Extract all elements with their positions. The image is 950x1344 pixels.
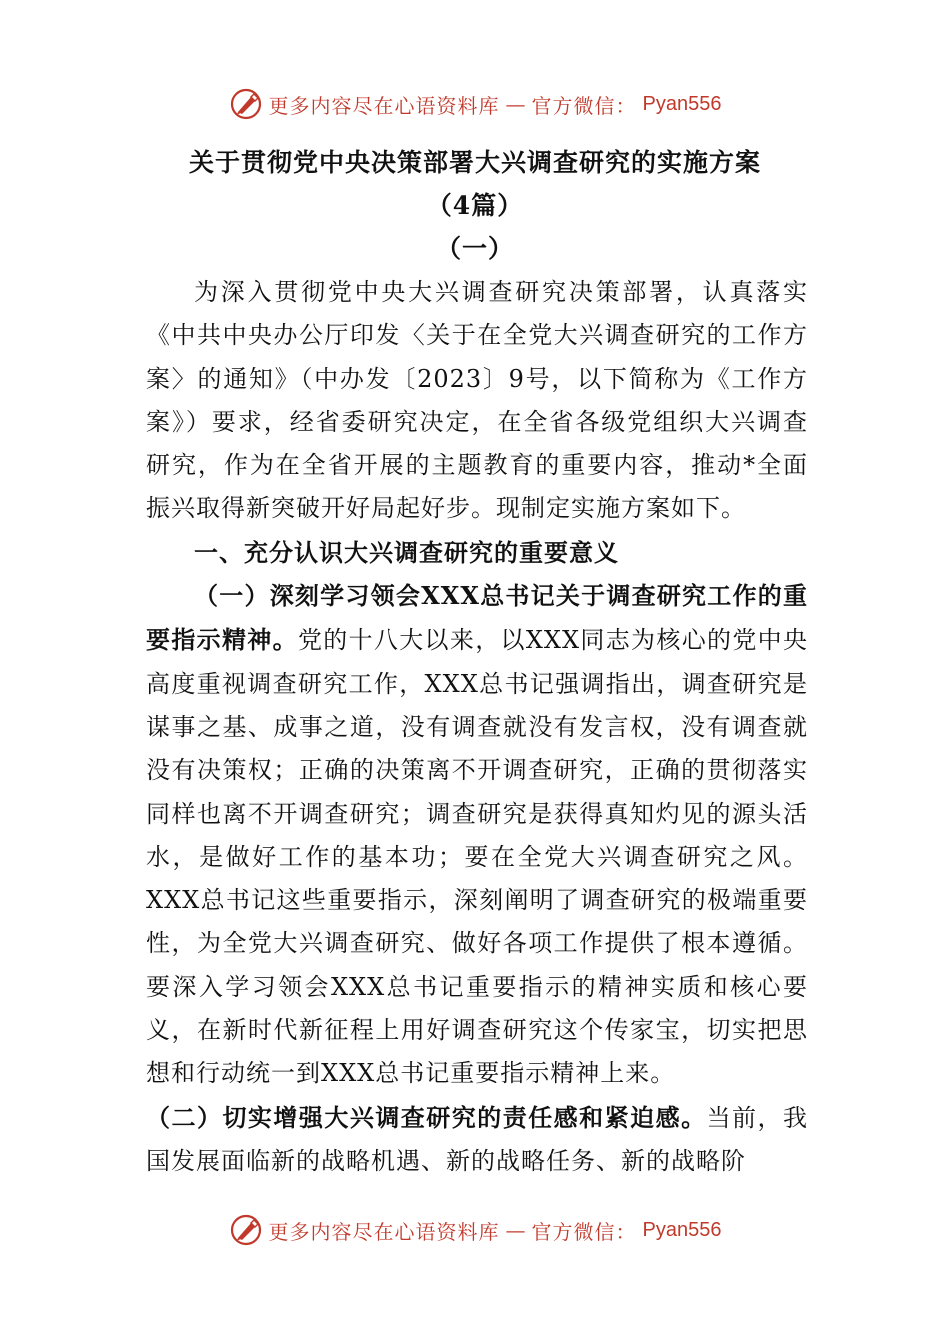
watermark-official: 官方微信：	[531, 1219, 637, 1244]
pen-nib-logo-icon	[229, 1213, 263, 1247]
document-part: （一）	[435, 234, 514, 263]
paragraph-2-lead: （二）切实增强大兴调查研究的责任感和紧迫感。	[146, 1102, 707, 1132]
paragraph-2	[146, 1096, 808, 1184]
paragraph-2-body: 当前，我国发展面临新的战略机遇、新的战略任务、新的战略阶	[146, 1103, 809, 1175]
intro-paragraph: 为深入贯彻党中央大兴调查研究决策部署，认真落实《中共中央办公厅印发〈关于在全党大兴调查研究的工作方案〉的通知》（中办发〔2023〕9号，以下简称为《工作方案》）要求，经省委研究决定，在全省各级党组织大兴调查研究，作为在全省开展的主题教育的重要内容，推动*全面振兴取得新突破开好局起好步。现制定实施方案如下。	[146, 278, 808, 523]
document-count: （4篇）	[426, 191, 524, 220]
paragraph-1	[146, 574, 808, 1096]
watermark-official: 官方微信：	[531, 93, 637, 118]
document-title: 关于贯彻党中央决策部署大兴调查研究的实施方案	[188, 148, 761, 177]
watermark-footer	[0, 1210, 950, 1250]
watermark-text: 更多内容尽在心语资料库	[268, 93, 500, 118]
watermark-separator: —	[505, 92, 526, 116]
section-heading: 一、充分认识大兴调查研究的重要意义	[194, 537, 619, 567]
watermark-handle: Pyan556	[642, 1218, 722, 1241]
document-body	[146, 271, 808, 1183]
paragraph-1-body: 党的十八大以来，以XXX同志为核心的党中央高度重视调查研究工作，XXX总书记强调指出，调查研究是谋事之基、成事之道，没有调查就没有发言权，没有调查就没有决策权；正确的决策离不开调查研究，正确的贯彻落实同样也离不开调查研究；调查研究是获得真知灼见的源头活水，是做好工作的基本功；要在全党大兴调查研究之风。XXX总书记这些重要指示，深刻阐明了调查研究的极端重要性，为全党大兴调查研究、做好各项工作提供了根本遵循。要深入学习领会XXX总书记重要指示的精神实质和核心要义，在新时代新征程上用好调查研究这个传家宝，切实把思想和行动统一到XXX总书记重要指示精神上来。	[146, 626, 808, 1088]
paragraph-1-lead: （一）深刻学习领会XXX总书记关于调查研究工作的重要指示精神。	[146, 581, 808, 655]
watermark-header	[0, 84, 950, 124]
watermark-text: 更多内容尽在心语资料库	[268, 1219, 500, 1244]
pen-nib-logo-icon	[229, 87, 263, 121]
watermark-separator: —	[505, 1218, 526, 1242]
watermark-handle: Pyan556	[642, 92, 722, 115]
